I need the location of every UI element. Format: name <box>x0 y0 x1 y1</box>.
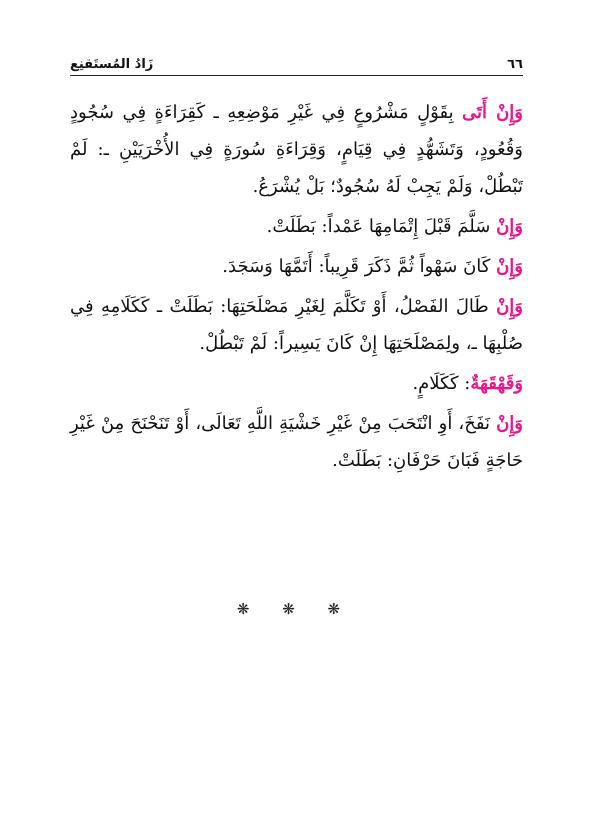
paragraph-text: نَفَخَ، أَوِ انْتَحَبَ مِنْ غَيْرِ خَشْيَةِ اللَّهِ تَعَالَى، أَوْ تَنَحْنَحَ مِنْ غَيْرِ حَاجَةٍ فَبَانَ حَرْفَانِ: بَطَلَتْ. <box>70 413 523 471</box>
paragraph <box>70 365 523 402</box>
paragraph <box>70 405 523 479</box>
paragraph <box>70 208 523 245</box>
paragraph <box>70 288 523 362</box>
running-header <box>70 52 523 76</box>
paragraph-text: كَانَ سَهْواً ثُمَّ ذَكَرَ قَرِيباً: أَتَمَّهَا وَسَجَدَ. <box>222 256 497 277</box>
paragraph-text: سَلَّمَ قَبْلَ إِتْمَامِهَا عَمْداً: بَطَلَتْ. <box>266 216 497 237</box>
page-number: ٦٦ <box>507 57 523 72</box>
section-ornament: ❋ ❋ ❋ <box>236 600 355 618</box>
body-text <box>70 94 523 482</box>
paragraph <box>70 94 523 205</box>
book-title: زَادُ المُستَقنِع <box>70 57 154 72</box>
paragraph-keyword: وَإِنْ <box>496 256 523 277</box>
paragraph-keyword: وَإِنْ <box>496 296 523 317</box>
paragraph-keyword: وَإِنْ <box>496 216 523 237</box>
paragraph-keyword: وَإِنْ أَتَى <box>462 102 523 123</box>
paragraph-keyword: وَإِنْ <box>496 413 523 434</box>
paragraph <box>70 248 523 285</box>
paragraph-keyword: وَقَهْقَهَةٌ <box>470 373 523 394</box>
paragraph-text: طَالَ الفَصْلُ، أَوْ تَكَلَّمَ لِغَيْرِ مَصْلَحَتِهَا: بَطَلَتْ ـ كَكَلَامِهِ فِي صُلْبِهَا ـ، ولِمَصْلَحَتِهَا إِنْ كَانَ يَسِيراً: لَمْ تَبْطُلْ. <box>70 296 523 354</box>
paragraph-text: بِقَوْلٍ مَشْرُوعٍ فِي غَيْرِ مَوْضِعِهِ ـ كَقِرَاءَةٍ فِي سُجُودٍ وَقُعُودٍ، وَتَشَهُّدٍ فِي قِيَامٍ، وَقِرَاءَةِ سُورَةٍ فِي الأُخْرَيَيْنِ ـ: لَمْ تَبْطُلْ، وَلَمْ يَجِبْ لَهُ سُجُودٌ؛ بَلْ يُشْرَعُ. <box>70 102 523 197</box>
paragraph-text: : كَكَلَامٍ. <box>412 373 471 394</box>
